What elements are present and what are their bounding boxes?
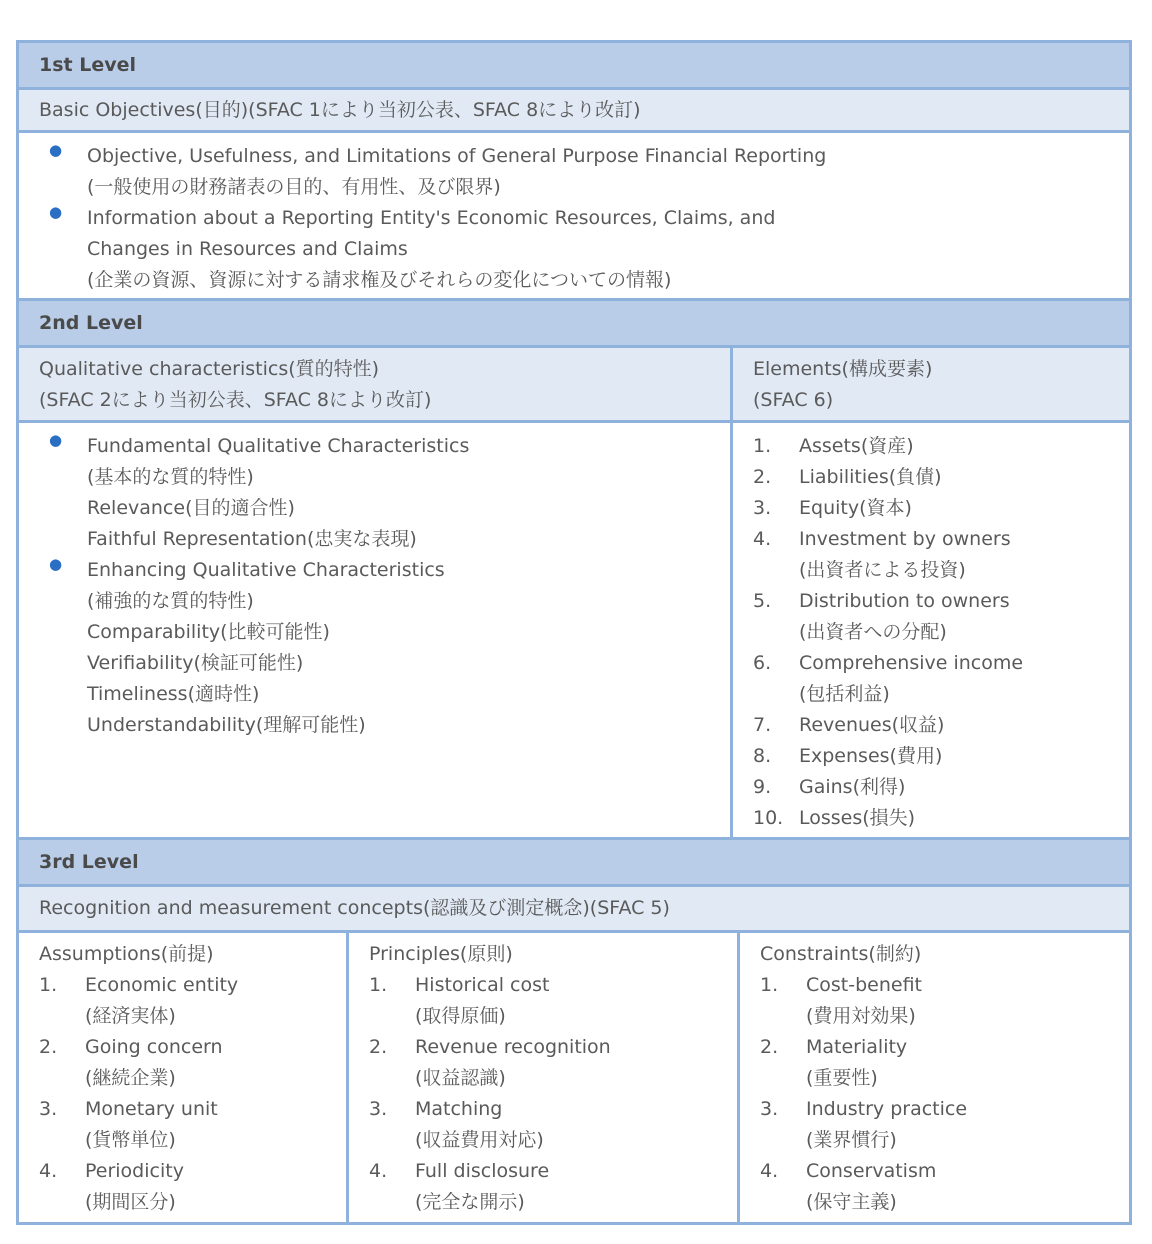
characteristic-item: Verifiability(検証可能性) bbox=[87, 652, 304, 674]
concept-ja: (費用対効果) bbox=[806, 1005, 916, 1027]
concept-item bbox=[39, 1156, 326, 1187]
concept-en: Materiality bbox=[806, 1036, 908, 1058]
characteristic-item: Timeliness(適時性) bbox=[87, 683, 260, 705]
concept-item bbox=[760, 1156, 1109, 1187]
elements-header bbox=[733, 348, 1129, 420]
concept-number: 1. bbox=[760, 974, 779, 996]
characteristic-item: Relevance(目的適合性) bbox=[87, 497, 295, 519]
level3-content bbox=[19, 933, 1129, 1222]
element-text: Liabilities(負債) bbox=[799, 466, 942, 488]
characteristic-item: Comparability(比較可能性) bbox=[87, 621, 330, 643]
element-number: 2. bbox=[753, 466, 772, 488]
objective-line: Information about a Reporting Entity's Economic Resources, Claims, and bbox=[87, 207, 776, 229]
level3-subheader: Recognition and measurement concepts(認識及び測定概念)(SFAC 5) bbox=[19, 887, 1129, 933]
objective-line: (企業の資源、資源に対する請求権及びそれらの変化についての情報) bbox=[87, 269, 672, 291]
concept-column-constraints bbox=[740, 933, 1129, 1222]
element-line bbox=[753, 803, 1109, 834]
concept-en: Full disclosure bbox=[415, 1160, 550, 1182]
element-line bbox=[753, 555, 1109, 586]
element-text: Distribution to owners bbox=[799, 590, 1010, 612]
concept-item bbox=[760, 970, 1109, 1001]
qualitative-group bbox=[39, 555, 710, 741]
concept-en: Economic entity bbox=[85, 974, 239, 996]
concept-ja: (期間区分) bbox=[85, 1191, 176, 1213]
element-line bbox=[753, 431, 1109, 462]
characteristic-item: Understandability(理解可能性) bbox=[87, 714, 366, 736]
elements-list bbox=[733, 423, 1129, 837]
concept-item bbox=[39, 1094, 326, 1125]
objective-item bbox=[39, 141, 1109, 203]
element-number: 4. bbox=[753, 528, 772, 550]
element-number: 1. bbox=[753, 435, 772, 457]
element-item bbox=[753, 803, 1109, 834]
element-item bbox=[753, 648, 1109, 710]
concept-ja: (経済実体) bbox=[85, 1005, 176, 1027]
concept-item bbox=[39, 1032, 326, 1063]
concept-item bbox=[369, 1094, 717, 1125]
level3-header: 3rd Level bbox=[19, 840, 1129, 887]
element-line bbox=[753, 524, 1109, 555]
element-number: 9. bbox=[753, 776, 772, 798]
characteristic-item: Faithful Representation(忠実な表現) bbox=[87, 528, 417, 550]
element-item bbox=[753, 431, 1109, 462]
objective-line: Objective, Usefulness, and Limitations of General Purpose Financial Reporting bbox=[87, 145, 827, 167]
concept-ja: (貨幣単位) bbox=[85, 1129, 176, 1151]
level2-content bbox=[19, 423, 1129, 840]
concept-item bbox=[39, 970, 326, 1001]
element-text: (出資者への分配) bbox=[799, 621, 947, 643]
concept-item bbox=[369, 1156, 717, 1187]
concept-number: 2. bbox=[39, 1036, 58, 1058]
concept-ja: (重要性) bbox=[806, 1067, 878, 1089]
element-line bbox=[753, 462, 1109, 493]
level1-header: 1st Level bbox=[19, 43, 1129, 90]
basic-objectives-list bbox=[39, 141, 1109, 296]
element-item bbox=[753, 710, 1109, 741]
bullet-icon: ● bbox=[49, 431, 63, 449]
concept-ja: (継続企業) bbox=[85, 1067, 176, 1089]
qualitative-header bbox=[19, 348, 733, 420]
element-text: Equity(資本) bbox=[799, 497, 912, 519]
element-text: (包括利益) bbox=[799, 683, 890, 705]
qualitative-list bbox=[19, 423, 733, 837]
group-title: Enhancing Qualitative Characteristics bbox=[87, 559, 445, 581]
qualitative-group bbox=[39, 431, 710, 555]
concept-en: Conservatism bbox=[806, 1160, 937, 1182]
concept-item bbox=[760, 1094, 1109, 1125]
element-line bbox=[753, 679, 1109, 710]
concept-number: 1. bbox=[369, 974, 388, 996]
concept-number: 4. bbox=[760, 1160, 779, 1182]
element-number: 3. bbox=[753, 497, 772, 519]
element-item bbox=[753, 772, 1109, 803]
element-number: 5. bbox=[753, 590, 772, 612]
level2-subheaders bbox=[19, 348, 1129, 423]
element-text: Investment by owners bbox=[799, 528, 1011, 550]
level1-subheader: Basic Objectives(目的)(SFAC 1により当初公表、SFAC 8により改訂) bbox=[19, 90, 1129, 133]
group-title: Fundamental Qualitative Characteristics bbox=[87, 435, 470, 457]
level1-content bbox=[19, 133, 1129, 301]
element-text: (出資者による投資) bbox=[799, 559, 966, 581]
bullet-icon: ● bbox=[49, 203, 63, 221]
concept-en: Cost-benefit bbox=[806, 974, 922, 996]
element-line bbox=[753, 493, 1109, 524]
level2-header: 2nd Level bbox=[19, 301, 1129, 348]
objective-line: Changes in Resources and Claims bbox=[87, 238, 408, 260]
concept-en: Periodicity bbox=[85, 1160, 184, 1182]
element-item bbox=[753, 586, 1109, 648]
element-line bbox=[753, 710, 1109, 741]
concept-en: Matching bbox=[415, 1098, 503, 1120]
concept-en: Monetary unit bbox=[85, 1098, 218, 1120]
concept-en: Revenue recognition bbox=[415, 1036, 611, 1058]
concept-column-assumptions bbox=[19, 933, 349, 1222]
concept-number: 3. bbox=[760, 1098, 779, 1120]
concept-column-principles bbox=[349, 933, 740, 1222]
element-line bbox=[753, 586, 1109, 617]
elements-header-line: Elements(構成要素) bbox=[753, 358, 933, 380]
concept-number: 2. bbox=[369, 1036, 388, 1058]
element-line bbox=[753, 648, 1109, 679]
element-number: 8. bbox=[753, 745, 772, 767]
element-text: Revenues(収益) bbox=[799, 714, 945, 736]
element-item bbox=[753, 462, 1109, 493]
concept-ja: (取得原価) bbox=[415, 1005, 506, 1027]
concept-number: 4. bbox=[39, 1160, 58, 1182]
bullet-icon: ● bbox=[49, 555, 63, 573]
element-number: 7. bbox=[753, 714, 772, 736]
element-text: Expenses(費用) bbox=[799, 745, 943, 767]
qualitative-header-line: Qualitative characteristics(質的特性) bbox=[39, 358, 380, 380]
column-title: Constraints(制約) bbox=[760, 943, 922, 965]
concept-en: Going concern bbox=[85, 1036, 223, 1058]
concept-ja: (保守主義) bbox=[806, 1191, 897, 1213]
element-item bbox=[753, 741, 1109, 772]
element-text: Assets(資産) bbox=[799, 435, 914, 457]
element-line bbox=[753, 741, 1109, 772]
concept-ja: (収益認識) bbox=[415, 1067, 506, 1089]
concept-number: 3. bbox=[39, 1098, 58, 1120]
concept-item bbox=[369, 1032, 717, 1063]
objective-item bbox=[39, 203, 1109, 296]
concept-number: 1. bbox=[39, 974, 58, 996]
element-text: Losses(損失) bbox=[799, 807, 916, 829]
element-line bbox=[753, 617, 1109, 648]
conceptual-framework-table bbox=[16, 40, 1132, 1225]
element-item bbox=[753, 524, 1109, 586]
element-line bbox=[753, 772, 1109, 803]
concept-number: 2. bbox=[760, 1036, 779, 1058]
element-number: 6. bbox=[753, 652, 772, 674]
column-title: Principles(原則) bbox=[369, 943, 513, 965]
column-title: Assumptions(前提) bbox=[39, 943, 214, 965]
concept-item bbox=[369, 970, 717, 1001]
element-number: 10. bbox=[753, 807, 784, 829]
element-text: Comprehensive income bbox=[799, 652, 1024, 674]
qualitative-header-line: (SFAC 2により当初公表、SFAC 8により改訂) bbox=[39, 389, 432, 411]
element-item bbox=[753, 493, 1109, 524]
concept-ja: (収益費用対応) bbox=[415, 1129, 544, 1151]
elements-header-line: (SFAC 6) bbox=[753, 389, 834, 411]
concept-en: Industry practice bbox=[806, 1098, 968, 1120]
bullet-icon: ● bbox=[49, 141, 63, 159]
group-title-ja: (補強的な質的特性) bbox=[87, 590, 254, 612]
concept-item bbox=[760, 1032, 1109, 1063]
concept-ja: (完全な開示) bbox=[415, 1191, 525, 1213]
concept-en: Historical cost bbox=[415, 974, 550, 996]
concept-number: 4. bbox=[369, 1160, 388, 1182]
objective-line: (一般使用の財務諸表の目的、有用性、及び限界) bbox=[87, 176, 501, 198]
concept-number: 3. bbox=[369, 1098, 388, 1120]
concept-ja: (業界慣行) bbox=[806, 1129, 897, 1151]
element-text: Gains(利得) bbox=[799, 776, 906, 798]
group-title-ja: (基本的な質的特性) bbox=[87, 466, 254, 488]
